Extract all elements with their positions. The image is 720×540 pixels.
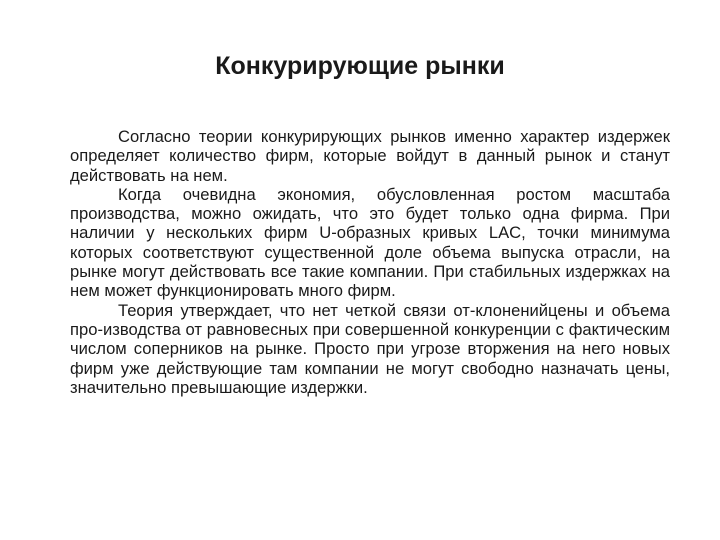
paragraph-1: Согласно теории конкурирующих рынков именно характер издержек определяет количество фирм, которые войдут в данный рынок и станут действовать на нем.	[70, 127, 670, 185]
paragraph-2: Когда очевидна экономия, обусловленная ростом масштаба производства, можно ожидать, что это будет только одна фирма. При наличии у нескольких фирм U-образных кривых LAC, точки минимума которых соответствуют существенной доле объема выпуска отрасли, на рынке могут действовать все такие компании. При стабильных издержках на нем может функционировать много фирм.	[70, 184, 670, 301]
paragraph-3: Теория утверждает, что нет четкой связи от-клоненийцены и объема про-изводства от равновесных при совершенной конкуренции с фактическим числом соперников на рынке. Просто при угрозе вторжения на него новых фирм уже действующие там компании не могут свободно назначать цены, значительно превышающие издержки.	[70, 300, 670, 397]
slide-body	[70, 127, 670, 397]
slide-title: Конкурирующие рынки	[215, 52, 505, 80]
